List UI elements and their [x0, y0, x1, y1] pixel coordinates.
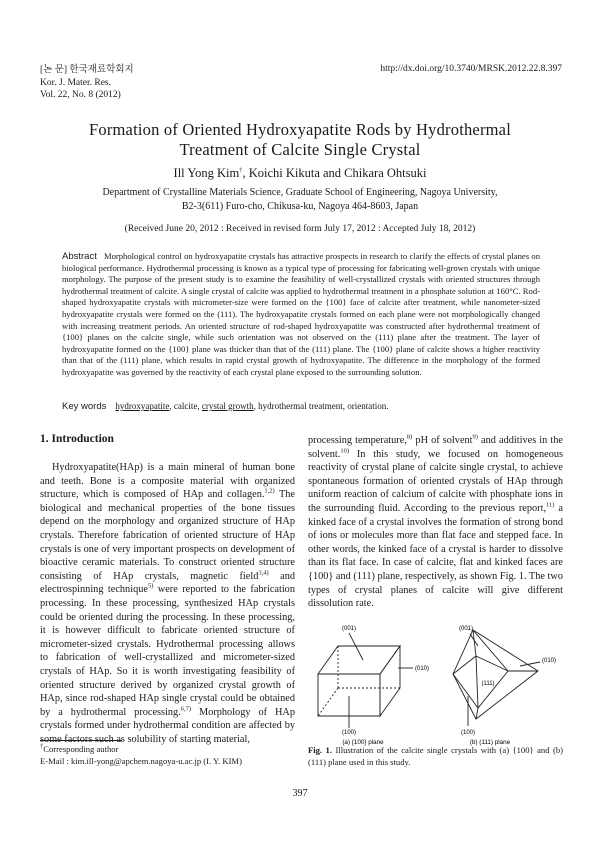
footnote-rule [40, 740, 122, 741]
journal-header [40, 64, 134, 102]
title-line-2: Treatment of Calcite Single Crystal [179, 140, 421, 159]
intro-column-left [40, 461, 295, 746]
col2-text-2: pH of solvent [412, 435, 473, 446]
intro-column-right [308, 434, 563, 611]
journal-name-korean: [논 문] 한국재료학회지 [40, 65, 134, 75]
abstract [62, 251, 540, 379]
label-a-010: (010) [415, 666, 430, 672]
title-line-1: Formation of Oriented Hydroxyapatite Rods by Hydrothermal [89, 120, 511, 139]
citation-ref: 1,2) [264, 487, 275, 495]
col1-text-1: Hydroxyapatite(HAp) is a main mineral of human bone and teeth. Bone is a composite material with organized structure, which is composed of HAp and collagen. [40, 462, 295, 501]
label-b-001: (001) [458, 626, 474, 632]
col2-text-1: processing temperature, [308, 435, 407, 446]
page-number: 397 [292, 788, 308, 799]
col2-text-4: In this study, we focused on homogeneous reactivity of crystal plane of calcite single crystal, to achieve spontaneous formation of oriented crystals of HAp through uniform reaction of calcium of calcite with phosphate ions in the surrounding fluid. According to the previous report, [308, 448, 563, 514]
col2-text-3: and additives in the solvent. [308, 435, 563, 460]
affiliation [0, 186, 600, 213]
paper-title [0, 120, 600, 160]
col1-text-2: The biological and mechanical properties of the bone tissues depend on the morphology and organized structure of HAp crystals. Therefore fabrication of oriented structure of HAp crystals is one of very important prospects on development of bioactive ceramic materials. To construct oriented structure consisting of HAp crystals, magnetic field [40, 489, 295, 582]
citation-ref: 9) [472, 433, 478, 441]
pointer-b-010 [520, 662, 540, 666]
abstract-text: Morphological control on hydroxyapatite crystals has attractive prospects in research to clarify the effects of crystal planes on biological performance. Hydrothermal processing is known as a typical type of processing for fabricating well-grown crystals with unique morphology. The purpose of the present study is to examine the feasibility of well-crystallized crystals with oriented structures through hydrothermal treatment of calcite. A single crystal of calcite was applied to hydrothermal treatment in a phosphate solution at 160°C. Rod-shaped hydroxyapatite crystals with micrometer-size were formed on the {100} face of calcite after treatment, while nanometer-sized hydroxyapatite crystals were formed on the (111). The hydroxyapatite crystals formed on each plane were not morphologically changed with increasing treatment periods. An oriented structure of rod-shaped hydroxyapatite was constructed after hydrothermal treatment of {100} planes on the calcite single, while such orientation was not observed on the (111) plane after the treatment. The layer of hydroxyapatite formed on the {100} plane was thicker than that of the (111) plane. The {100} plane of calcite shows a higher reactivity than that of the (111) plane, which results in rapid crystal growth of hydroxyapatite. The difference in the morphology of the formed hydroxyapatite was governed by the reactivity of each crystal plane exposed to the surrounding solution. [62, 251, 540, 377]
author-first: Ill Yong Kim [173, 166, 240, 180]
triangle-111-diagram [453, 630, 540, 726]
footnote-line-1: Corresponding author [43, 744, 119, 754]
citation-ref: 8) [406, 433, 413, 441]
keywords-label: Key words [62, 401, 107, 412]
cube-side-face [380, 646, 400, 716]
citation-ref: 3,4) [258, 569, 269, 577]
journal-volume: Vol. 22, No. 8 (2012) [40, 90, 121, 100]
figure-caption [308, 745, 563, 769]
label-b-111: (111) [481, 681, 495, 687]
affiliation-line-2: B2-3(611) Furo-cho, Chikusa-ku, Nagoya 464-8603, Japan [181, 200, 419, 212]
corresponding-mark: † [239, 166, 243, 174]
footnote-email: E-Mail : kim.ill-yong@apchem.nagoya-u.ac.jp (I. Y. KIM) [40, 755, 242, 766]
citation-ref: 10) [340, 447, 349, 455]
outer-shape [453, 630, 538, 719]
doi-link[interactable]: http://dx.doi.org/10.3740/MRSK.2012.22.8.397 [380, 64, 562, 74]
received-dates: (Received June 20, 2012 : Received in revised form July 17, 2012 : Accepted July 18, 2012) [124, 224, 476, 234]
figure-1-illustration [308, 616, 563, 746]
col1-text-5: Morphology of HAp crystals formed under hydrothermal condition are affected by some factors such as solubility of starting material, [40, 706, 295, 745]
footnote [40, 744, 242, 768]
affiliation-line-1: Department of Crystalline Materials Science, Graduate School of Engineering, Nagoya University, [102, 187, 498, 198]
journal-name-english: Kor. J. Mater. Res. [40, 77, 111, 88]
caption-label: Fig. 1. [308, 745, 332, 755]
caption-a: (a) {100} plane [342, 739, 384, 746]
label-a-001: (001) [341, 626, 357, 632]
cube-100-diagram [318, 633, 413, 728]
col1-text-3: and electrospinning technique [40, 570, 295, 596]
abstract-label: Abstract [62, 251, 97, 262]
col1-text-4: were reported to the fabrication processing. In these processing, synthesized HAp crystals could be oriented during the processing. In these processing, it is however difficult to fabricate oriented structure of micrometer-sized crystals. Hydrothermal processing allows to fabrication of well-crystallized and micrometer-sized crystals of HAp. So it is worth investigating feasibility of oriented structure derived by organized crystal growth of HAp, since rod-shaped HAp single crystal could be obtained by a hydrothermal processing. [40, 584, 295, 718]
caption-text: Illustration of the calcite single crystals with (a) {100} and (b) (111) plane used in this study. [308, 745, 563, 767]
keyword-crystal-growth: crystal growth [201, 401, 254, 411]
keyword-hydroxyapatite: hydroxyapatite [115, 401, 170, 411]
author-list [0, 166, 600, 181]
caption-b: (b) (111) plane [469, 739, 511, 746]
section-heading: 1. Introduction [40, 433, 114, 445]
footnote-mark: † [40, 743, 44, 751]
label-b-010: (010) [542, 658, 557, 664]
pointer-001 [349, 633, 363, 660]
keyword-separator: , calcite, [169, 401, 202, 411]
citation-ref: 11) [546, 501, 555, 509]
keywords-rest: , hydrothermal treatment, orientation. [253, 401, 389, 411]
keywords [62, 401, 389, 412]
citation-ref: 6,7) [180, 705, 192, 713]
label-b-100: (100) [460, 730, 476, 736]
label-a-100: (100) [341, 730, 357, 736]
col2-text-5: a kinked face of a crystal involves the formation of strong bond of ions or molecules more than flat face and stepped face. In other words, the kinked face of a crystal is harder to dissolve than its flat face. In case of calcite, flat and kinked faces are {100} and (111) plane, respectively, as shown Fig. 1. The two types of crystal planes of calcite will give different dissolution rate. [308, 502, 563, 610]
cube-top-face [318, 646, 400, 674]
author-others: , Koichi Kikuta and Chikara Ohtsuki [242, 166, 427, 180]
citation-ref: 5) [147, 582, 154, 590]
